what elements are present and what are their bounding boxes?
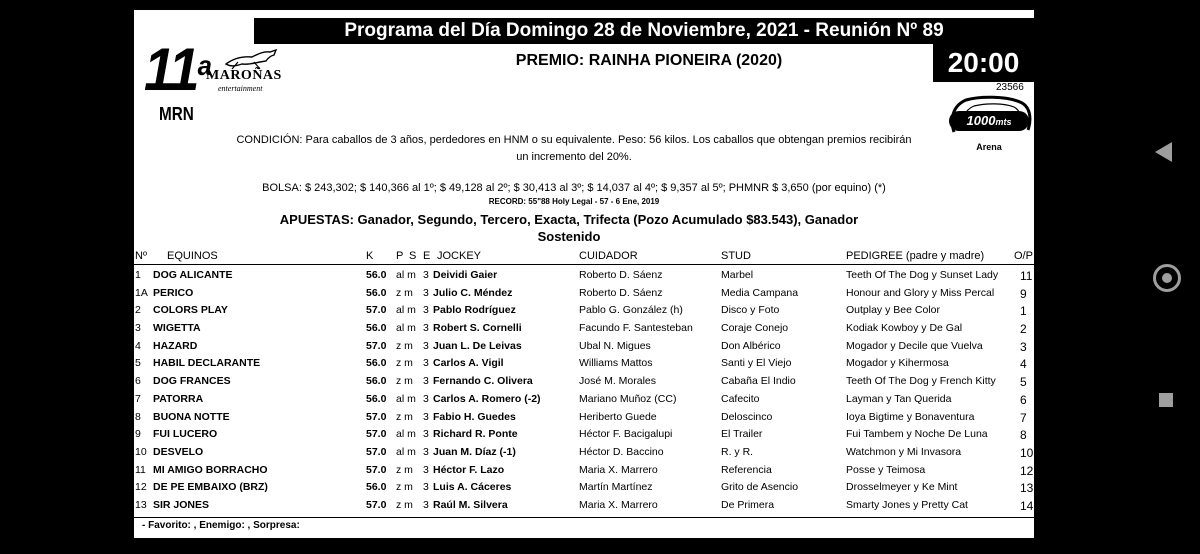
track-surface: Arena [976, 142, 1002, 152]
race-distance: 1000mts [949, 111, 1029, 131]
prize-purse: BOLSA: $ 243,302; $ 140,366 al 1º; $ 49,128 al 2º; $ 30,413 al 3º; $ 14,037 al 4º; $ 9,357 al 5º; PHMNR $ 3,650 (por equino) (*) [262, 182, 886, 194]
table-row: 9 FUI LUCERO 57.0 al m 3 Richard R. Ponte Héctor F. Bacigalupi El Trailer Fui Tambem y Noche De Luna 8 [135, 428, 1027, 443]
picks-footer: - Favorito: , Enemigo: , Sorpresa: [142, 520, 300, 531]
back-icon[interactable] [1155, 142, 1172, 162]
bet-types: APUESTAS: Ganador, Segundo, Tercero, Exacta, Trifecta (Pozo Acumulado $83.543), Ganador Sostenido [279, 212, 859, 244]
race-program-document [134, 10, 1034, 545]
race-code: 23566 [996, 82, 1024, 93]
table-row: 5 HABIL DECLARANTE 56.0 z m 3 Carlos A. Vigil Williams Mattos Santi y El Viejo Mogador y Kihermosa 4 [135, 357, 1027, 372]
table-row: 7 PATORRA 56.0 al m 3 Carlos A. Romero (-2) Mariano Muñoz (CC) Cafecito Layman y Tan Querida 6 [135, 392, 1027, 407]
table-row: 2 COLORS PLAY 57.0 al m 3 Pablo Rodríguez Pablo G. González (h) Disco y Foto Outplay y Bee Color 1 [135, 304, 1027, 319]
table-row: 4 HAZARD 57.0 z m 3 Juan L. De Leivas Ubal N. Migues Don Albérico Mogador y Decile que Vuelva 3 [135, 339, 1027, 354]
horse-logo-icon [224, 48, 280, 70]
track-record: RECORD: 55"88 Holy Legal - 57 - 6 Ene, 2019 [488, 197, 660, 206]
header-p: P [396, 250, 404, 262]
header-divider [134, 264, 1034, 265]
table-row: 1A PERICO 56.0 z m 3 Julio C. Méndez Roberto D. Sáenz Media Campana Honour and Glory y Miss Percal 9 [135, 286, 1027, 301]
recent-apps-icon[interactable] [1159, 393, 1173, 407]
table-row: 8 BUONA NOTTE 57.0 z m 3 Fabio H. Guedes Heriberto Guede Deloscinco Ioya Bigtime y Bonaventura 7 [135, 410, 1027, 425]
logo-subtitle: entertainment [218, 84, 263, 93]
entries-table [134, 267, 1034, 515]
table-row: 13 SIR JONES 57.0 z m 3 Raúl M. Silvera Maria X. Marrero De Primera Smarty Jones y Pretty Cat 14 [135, 498, 1034, 513]
home-icon[interactable] [1153, 264, 1181, 292]
logo-name: MAROÑAS [206, 68, 282, 83]
header-stud: STUD [721, 250, 751, 262]
race-time: 20:00 [933, 44, 1034, 82]
table-row: 12 DE PE EMBAIXO (BRZ) 56.0 z m 3 Luis A. Cáceres Martín Martínez Grito de Asencio Drosselmeyer y Ke Mint 13 [135, 481, 1034, 496]
header-cuidador: CUIDADOR [579, 250, 638, 262]
header-num: Nº [135, 250, 147, 262]
header-k: K [366, 250, 374, 262]
maronas-logo [206, 48, 286, 98]
table-row: 11 MI AMIGO BORRACHO 57.0 z m 3 Héctor F. Lazo Maria X. Marrero Referencia Posse y Teimosa 12 [135, 463, 1034, 478]
header-equinos: EQUINOS [167, 250, 218, 262]
track-code: MRN [159, 104, 194, 124]
table-row: 6 DOG FRANCES 56.0 z m 3 Fernando C. Olivera José M. Morales Cabaña El Indio Teeth Of The Dog y French Kitty 5 [135, 375, 1027, 390]
race-prize-title: PREMIO: RAINHA PIONEIRA (2020) [515, 52, 783, 69]
header-s: S [409, 250, 417, 262]
header-op: O/P [1014, 250, 1033, 262]
table-row: 3 WIGETTA 56.0 al m 3 Robert S. Cornelli Facundo F. Santesteban Coraje Conejo Kodiak Kowboy y De Gal 2 [135, 322, 1027, 337]
race-conditions: CONDICIÓN: Para caballos de 3 años, perdedores en HNM o su equivalente. Peso: 56 kilos. Los caballos que obtengan premios recibirán un incremento del 20%. [236, 134, 912, 163]
race-number: 11$^a$ [144, 36, 211, 103]
header-e: E [423, 250, 431, 262]
table-row: 10 DESVELO 57.0 al m 3 Juan M. Díaz (-1) Héctor D. Baccino R. y R. Watchmon y Mi Invasora 10 [135, 445, 1034, 460]
bottom-bar [134, 538, 1034, 545]
header-pedigree: PEDIGREE (padre y madre) [846, 250, 985, 262]
table-row: 1 DOG ALICANTE 56.0 al m 3 Deividi Gaier Roberto D. Sáenz Marbel Teeth Of The Dog y Sunset Lady 11 [135, 269, 1033, 283]
footer-divider [134, 517, 1034, 518]
header-jockey: JOCKEY [437, 250, 482, 262]
program-title: Programa del Día Domingo 28 de Noviembre, 2021 - Reunión Nº 89 [254, 18, 1034, 44]
